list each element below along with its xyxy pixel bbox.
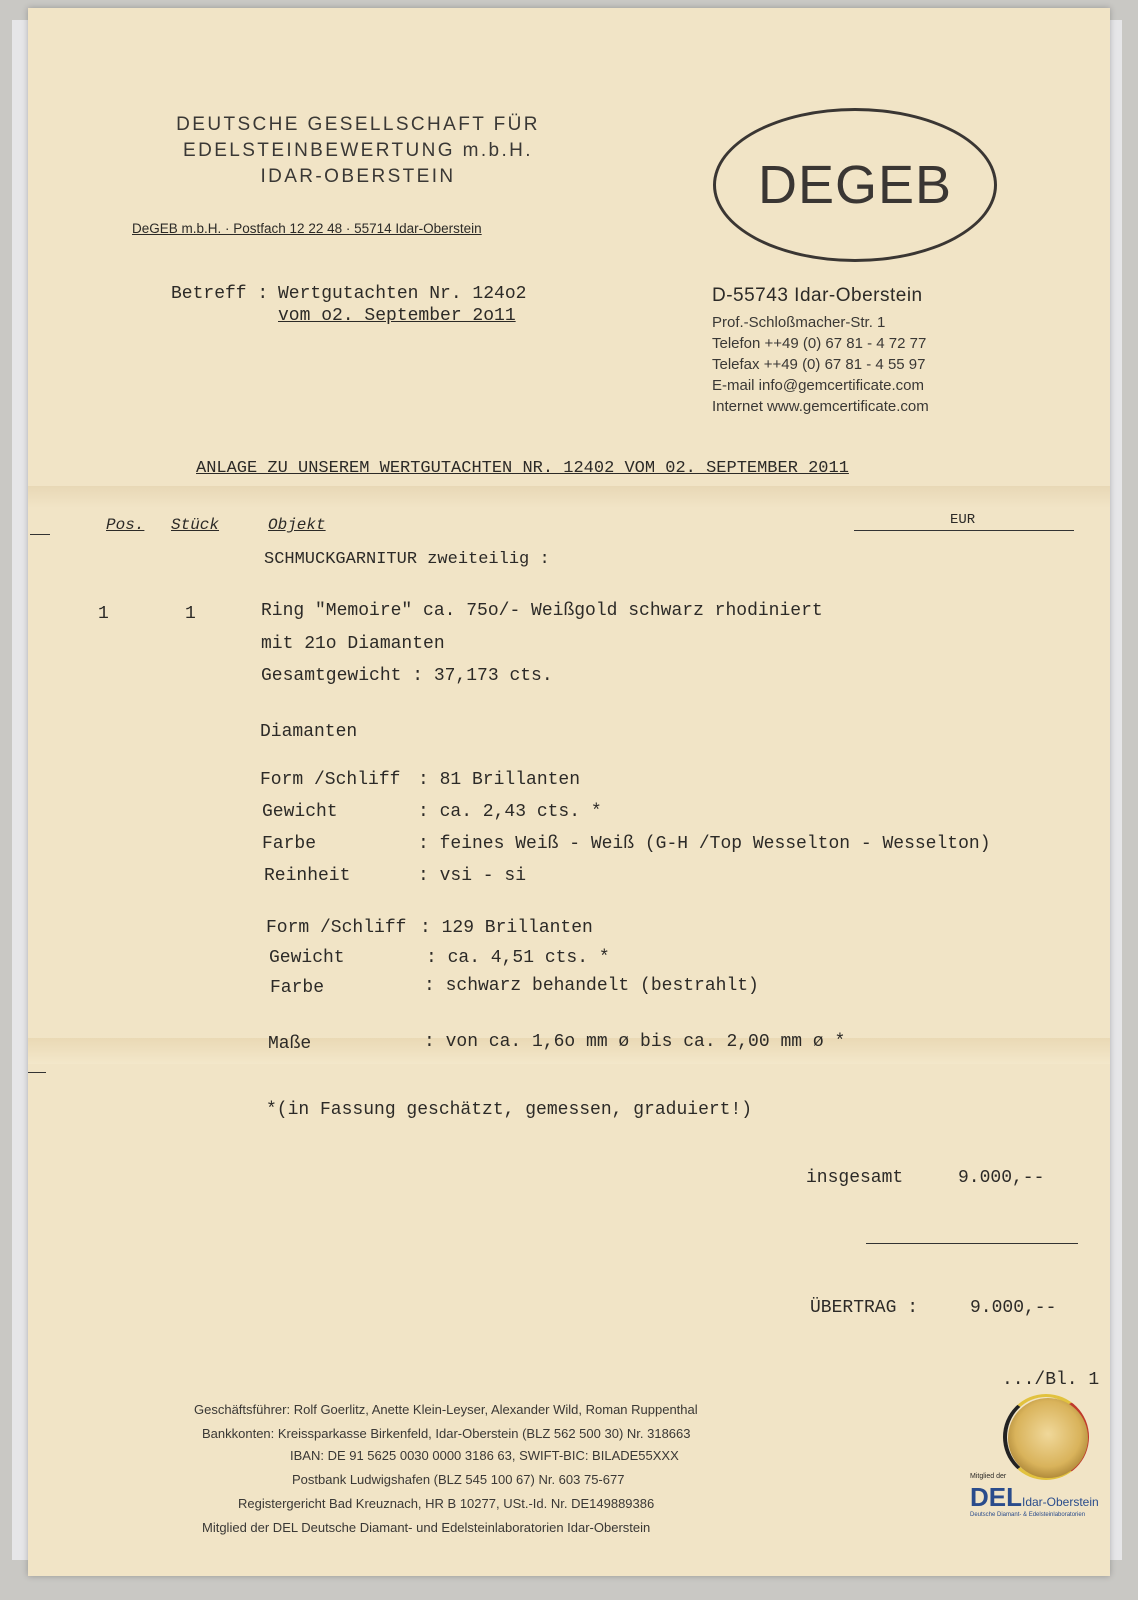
item-description: Ring "Memoire" ca. 75o/- Weißgold schwarz rhodiniert bbox=[261, 601, 823, 621]
total-value: 9.000,-- bbox=[958, 1168, 1045, 1188]
spec-value: : 129 Brillanten bbox=[420, 918, 593, 938]
measure-value: : von ca. 1,6o mm ø bis ca. 2,00 mm ø * bbox=[424, 1032, 846, 1052]
item-description: mit 21o Diamanten bbox=[261, 634, 445, 654]
header-count: Stück bbox=[171, 516, 220, 534]
footer-register: Registergericht Bad Kreuznach, HR B 10277, USt.-Id. Nr. DE149889386 bbox=[238, 1496, 655, 1511]
del-seal-icon bbox=[1008, 1398, 1088, 1478]
total-label: insgesamt bbox=[806, 1168, 904, 1188]
diamonds-heading: Diamanten bbox=[260, 722, 358, 742]
spec-value: : 81 Brillanten bbox=[418, 770, 581, 790]
spec-value: : feines Weiß - Weiß (G-H /Top Wesselton - Wesselton) bbox=[418, 834, 991, 854]
footer-membership: Mitglied der DEL Deutsche Diamant- und Edelsteinlaboratorien Idar-Oberstein bbox=[202, 1520, 651, 1535]
header-currency: EUR bbox=[950, 512, 976, 528]
company-city: D-55743 Idar-Oberstein bbox=[712, 285, 923, 306]
carry-value: 9.000,-- bbox=[970, 1298, 1057, 1318]
spec-label: Gewicht bbox=[269, 948, 345, 968]
company-line: EDELSTEINBEWERTUNG m.b.H. bbox=[183, 140, 533, 161]
company-fax: Telefax ++49 (0) 67 81 - 4 55 97 bbox=[712, 356, 926, 373]
subject-label: Betreff : bbox=[171, 284, 269, 304]
spec-label: Farbe bbox=[262, 834, 317, 854]
company-line: IDAR-OBERSTEIN bbox=[260, 166, 456, 187]
spec-label: Reinheit bbox=[264, 866, 351, 886]
return-address: DeGEB m.b.H. · Postfach 12 22 48 · 55714 Idar-Oberstein bbox=[132, 221, 482, 236]
footer-bank: Bankkonten: Kreissparkasse Birkenfeld, Idar-Oberstein (BLZ 562 500 30) Nr. 318663 bbox=[202, 1426, 691, 1441]
header-object: Objekt bbox=[268, 516, 326, 534]
item-count: 1 bbox=[185, 604, 196, 624]
footer-iban: IBAN: DE 91 5625 0030 0000 3186 63, SWIFT-BIC: BILADE55XXX bbox=[290, 1448, 679, 1463]
subject-date: vom o2. September 2o11 bbox=[278, 306, 516, 326]
header-rule bbox=[854, 530, 1074, 531]
spec-label: Form /Schliff bbox=[266, 918, 407, 938]
margin-mark bbox=[30, 534, 50, 535]
annex-title: ANLAGE ZU UNSEREM WERTGUTACHTEN NR. 12402 VOM 02. SEPTEMBER 2011 bbox=[196, 459, 849, 478]
document-sheet bbox=[28, 8, 1110, 1576]
item-pos: 1 bbox=[98, 604, 109, 624]
company-name bbox=[128, 112, 588, 190]
company-street: Prof.-Schloßmacher-Str. 1 bbox=[712, 314, 886, 331]
header-pos: Pos. bbox=[106, 516, 145, 534]
footer-managers: Geschäftsführer: Rolf Goerlitz, Anette Klein-Leyser, Alexander Wild, Roman Ruppenthal bbox=[194, 1402, 698, 1417]
del-brand: DEL bbox=[970, 1482, 1022, 1512]
spec-label: Gewicht bbox=[262, 802, 338, 822]
footer-postbank: Postbank Ludwigshafen (BLZ 545 100 67) Nr. 603 75-677 bbox=[292, 1472, 625, 1487]
fold-line bbox=[28, 486, 1110, 508]
company-line: DEUTSCHE GESELLSCHAFT FÜR bbox=[176, 114, 540, 135]
carry-label: ÜBERTRAG : bbox=[810, 1298, 919, 1318]
estimation-note: *(in Fassung geschätzt, gemessen, graduiert!) bbox=[266, 1100, 753, 1120]
spec-value: : ca. 4,51 cts. * bbox=[426, 948, 610, 968]
company-email: E-mail info@gemcertificate.com bbox=[712, 377, 924, 394]
company-website: Internet www.gemcertificate.com bbox=[712, 398, 929, 415]
seal-top-text: Mitglied der bbox=[970, 1473, 1007, 1480]
seal-bottom-text: Deutsche Diamant- & Edelsteinlaboratorien bbox=[970, 1512, 1086, 1518]
set-title: SCHMUCKGARNITUR zweiteilig : bbox=[264, 550, 550, 569]
degeb-logo: DEGEB bbox=[713, 108, 997, 262]
spec-label: Form /Schliff bbox=[260, 770, 401, 790]
subject-line: Wertgutachten Nr. 124o2 bbox=[278, 284, 527, 304]
measure-label: Maße bbox=[268, 1034, 312, 1054]
del-logo bbox=[970, 1482, 1099, 1513]
del-brand-suffix: Idar-Oberstein bbox=[1022, 1495, 1099, 1509]
total-rule bbox=[866, 1243, 1078, 1244]
page-reference: .../Bl. 1 bbox=[1002, 1370, 1100, 1390]
spec-value: : ca. 2,43 cts. * bbox=[418, 802, 602, 822]
spec-label: Farbe bbox=[270, 978, 325, 998]
spec-value: : schwarz behandelt (bestrahlt) bbox=[424, 976, 759, 996]
company-phone: Telefon ++49 (0) 67 81 - 4 72 77 bbox=[712, 335, 927, 352]
item-total-weight: Gesamtgewicht : 37,173 cts. bbox=[261, 666, 553, 686]
margin-mark bbox=[28, 1072, 46, 1073]
spec-value: : vsi - si bbox=[418, 866, 527, 886]
